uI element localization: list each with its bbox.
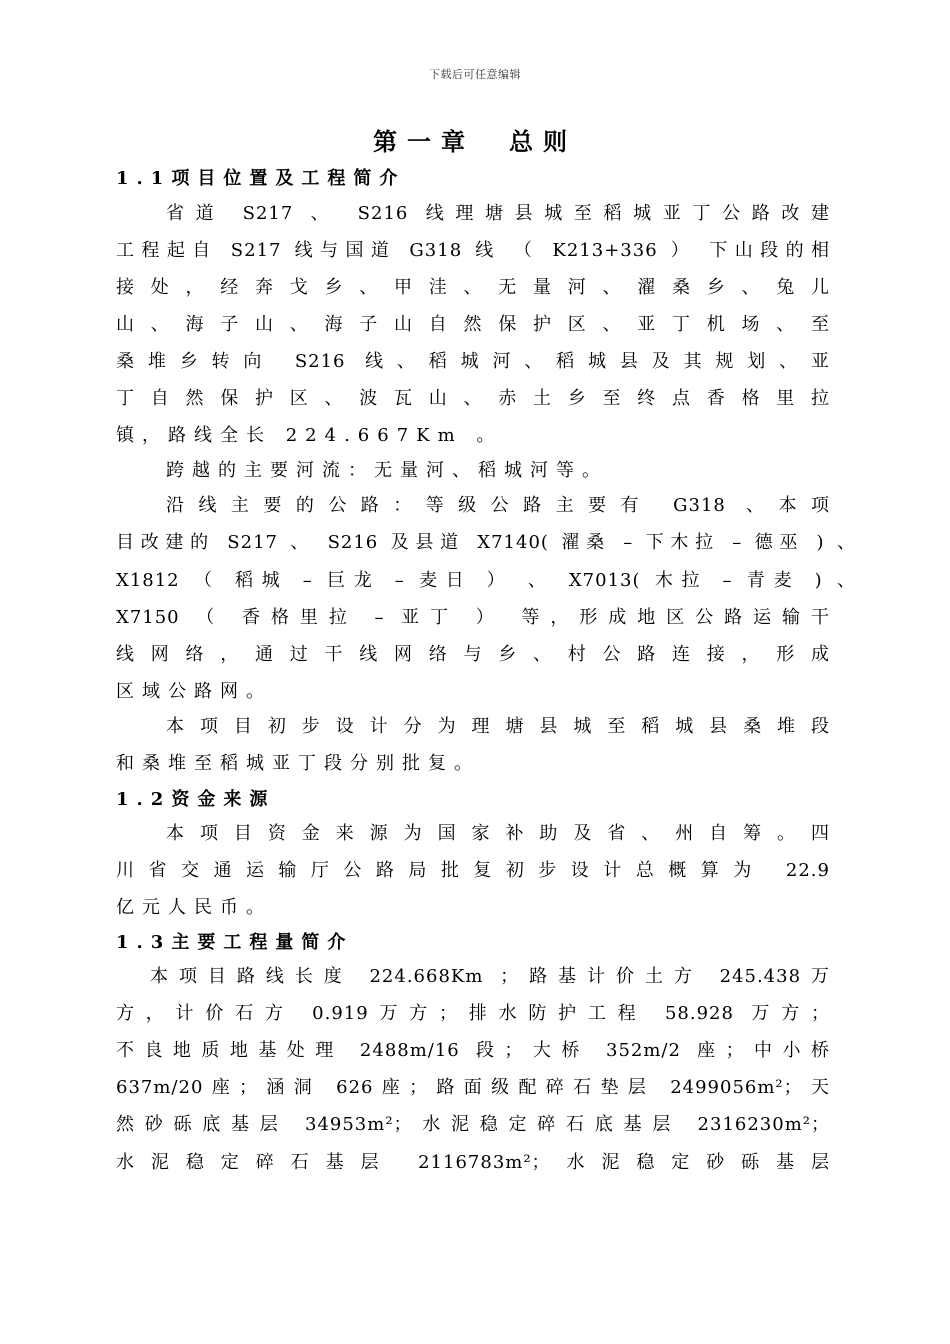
paragraph-line: 本项目路线长度 224.668Km ；路基计价土方 245.438万 <box>150 966 830 987</box>
paragraph-line: 镇，路线全长 224.667Km 。 <box>116 425 503 446</box>
paragraph-line: X7150 （ 香格里拉 – 亚丁 ） 等，形成地区公路运输干 <box>116 607 830 628</box>
paragraph-line: 丁自然保护区、波瓦山、赤土乡至终点香格里拉 <box>116 388 830 409</box>
paragraph-line: X1812 （ 稻城 – 巨龙 – 麦日 ） 、 X7013( 木拉 – 青麦 ) 、 <box>116 570 856 591</box>
paragraph-line: 工程起自 S217 线与国道 G318 线 （ K213+336 ） 下山段的相 <box>116 240 830 261</box>
paragraph-line: 山、海子山、海子山自然保护区、亚丁机场、至 <box>116 314 830 335</box>
section-heading-1-2: 1.2资金来源 <box>116 789 276 810</box>
paragraph-line: 省道 S217 、 S216 线理塘县城至稻城亚丁公路改建 <box>166 203 830 224</box>
paragraph-line: 本项目资金来源为国家补助及省、州自筹。四 <box>166 823 830 844</box>
paragraph-line: 然砂砾底基层 34953m²；水泥稳定碎石底基层 2316230m²； <box>116 1114 830 1135</box>
paragraph-line: 接处，经奔戈乡、甲洼、无量河、濯桑乡、兔儿 <box>116 277 830 298</box>
paragraph-line: 和桑堆至稻城亚丁段分别批复。 <box>116 753 480 774</box>
paragraph-line: 线网络，通过干线网络与乡、村公路连接，形成 <box>116 644 830 665</box>
chapter-title: 第一章 总则 <box>373 127 577 156</box>
paragraph-line: 本项目初步设计分为理塘县城至稻城县桑堆段 <box>166 716 830 737</box>
header-note: 下载后可任意编辑 <box>429 68 521 81</box>
paragraph-line: 水泥稳定碎石基层 2116783m²；水泥稳定砂砾基层 <box>116 1152 830 1173</box>
paragraph-line: 桑堆乡转向 S216 线、稻城河、稻城县及其规划、亚 <box>116 351 830 372</box>
paragraph-line: 跨越的主要河流：无量河、稻城河等。 <box>166 460 608 481</box>
paragraph-line: 637m/20座；涵洞 626座；路面级配碎石垫层 2499056m²；天 <box>116 1077 830 1098</box>
paragraph-line: 目改建的 S217 、 S216 及县道 X7140( 濯桑 – 下木拉 – 德巫 ) 、 <box>116 532 856 553</box>
section-heading-1-3: 1.3主要工程量简介 <box>116 932 354 953</box>
paragraph-line: 沿线主要的公路：等级公路主要有 G318 、本项 <box>166 495 830 516</box>
paragraph-line: 川省交通运输厅公路局批复初步设计总概算为 22.9 <box>116 860 830 881</box>
paragraph-line: 区域公路网。 <box>116 681 272 702</box>
paragraph-line: 方，计价石方 0.919万方；排水防护工程 58.928 万方； <box>116 1003 830 1024</box>
section-heading-1-1: 1.1项目位置及工程简介 <box>116 168 406 189</box>
paragraph-line: 亿元人民币。 <box>116 897 272 918</box>
paragraph-line: 不良地质地基处理 2488m/16 段；大桥 352m/2 座；中小桥 <box>116 1040 830 1061</box>
